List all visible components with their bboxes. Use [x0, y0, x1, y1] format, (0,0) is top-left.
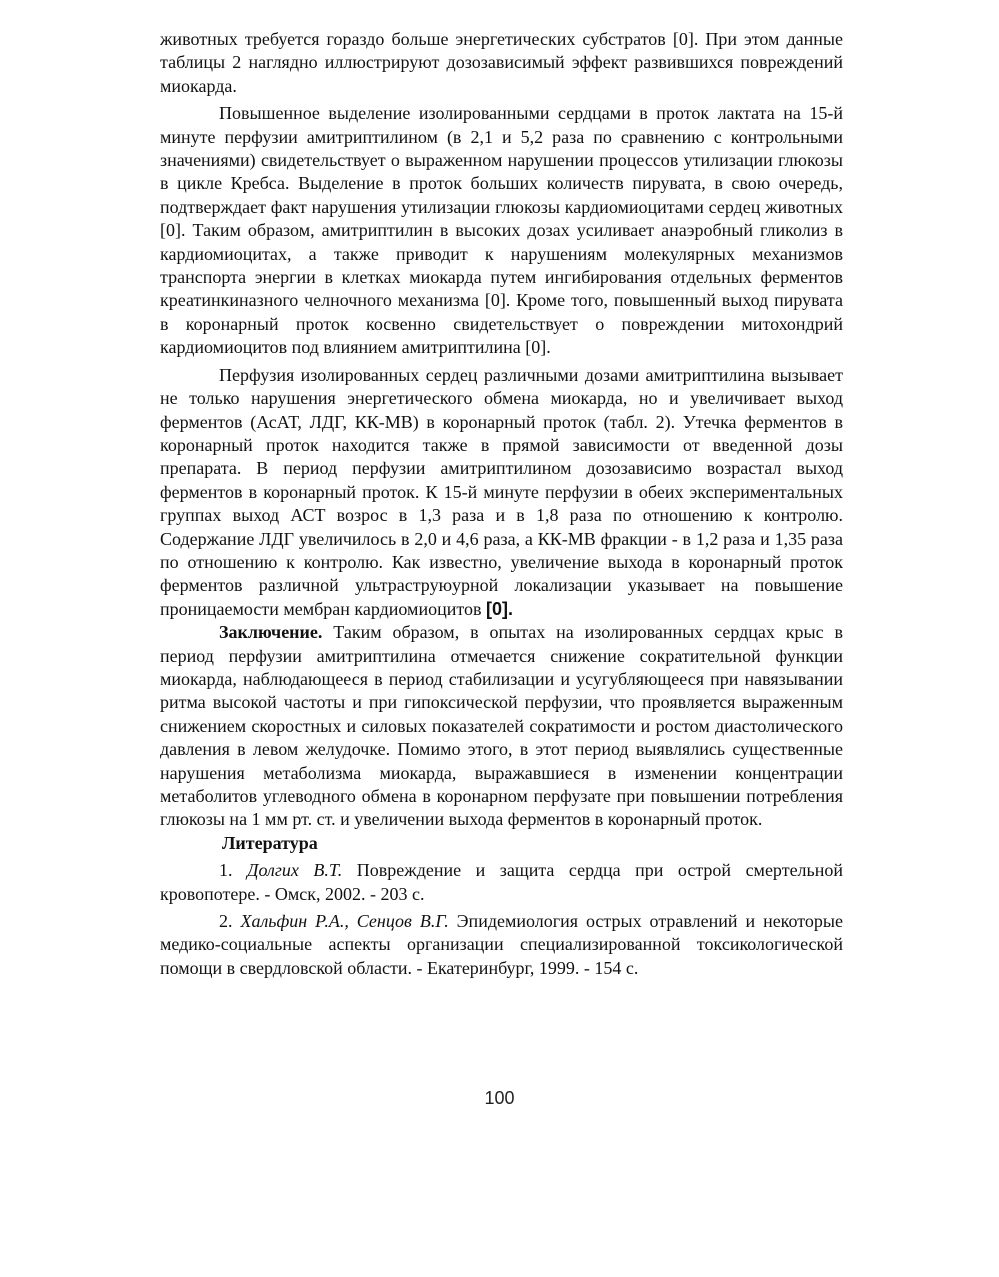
reference-text: Повреждение и защита сердца при острой смертельной кровопотере. - Омск, 2002. - 203 с.: [160, 860, 844, 904]
page-number: 100: [484, 1088, 515, 1108]
paragraph-3-text: Перфузия изолированных сердец различными дозами амитриптилина вызывает не только нарушения энергетического обмена миокарда, но и увеличивает выход ферментов (АсАТ, ЛДГ, КК-МВ) в коронарный проток (табл. 2). Утечка ферментов в коронарный проток находится также в прямой зависимости от введенной дозы препарата. В период перфузии амитриптилином дозозависимо возрастал выход ферментов в коронарный проток. К 15-й минуте перфузии в обеих экспериментальных группах выход АСТ возрос в 1,3 раза и в 1,8 раза по отношению к контролю. Содержание ЛДГ увеличилось в 2,0 и 4,6 раза, а КК-МВ фракции - в 1,2 раза и 1,35 раза по отношению к контролю. Как известно, увеличение выхода в коронарный проток ферментов различной ультраструюурной локализации указывает на повышение проницаемости мембран кардиомиоцитов: [160, 364, 843, 619]
conclusion-label: Заключение.: [219, 622, 323, 643]
reference-text: Эпидемиология острых отравлений и некоторые медико-социальные аспекты организации специализированной токсикологической помощи в свердловской области. - Екатеринбург, 1999. - 154 с.: [160, 911, 843, 978]
reference-authors: Хальфин Р.А., Сенцов В.Г.: [240, 911, 449, 932]
reference-item: [160, 859, 843, 906]
conclusion-paragraph: [160, 621, 843, 832]
paragraph-2: Повышенное выделение изолированными сердцами в проток лактата на 15-й минуте перфузии амитриптилином (в 2,1 и 5,2 раза по сравнению с контрольными значениями) свидетельствует о выраженном нарушении процессов утилизации глюкозы в цикле Кребса. Выделение в проток больших количеств пирувата, в свою очередь, подтверждает факт нарушения утилизации глюкозы кардиомиоцитами сердец животных [0]. Таким образом, амитриптилин в высоких дозах усиливает анаэробный гликолиз в кардиомиоцитах, а также приводит к нарушениям молекулярных механизмов транспорта энергии в клетках миокарда путем ингибирования отдельных ферментов креатинкиназного челночного механизма [0]. Кроме того, повышенный выход пирувата в коронарный проток косвенно свидетельствует о повреждении митохондрий кардиомиоцитов под влиянием амитриптилина [0].: [160, 103, 843, 358]
paragraph-1: животных требуется гораздо больше энергетических субстратов [0]. При этом данные таблицы 2 наглядно иллюстрируют дозозависимый эффект развившихся повреждений миокарда.: [160, 29, 843, 96]
reference-number: 1.: [219, 860, 233, 881]
conclusion-text: Таким образом, в опытах на изолированных сердцах крыс в период перфузии амитриптилина отмечается снижение сократительной функции миокарда, наблюдающееся в период стабилизации и усугубляющееся при навязывании ритма высокой частоты и при гипоксической перфузии, что проявляется выраженным снижением скоростных и силовых показателей сократимости и ростом диастолического давления в левом желудочке. Помимо этого, в этот период выявлялись существенные нарушения метаболизма миокарда, выражавшиеся в изменении концентрации метаболитов углеводного обмена в коронарном перфузате при повышении потребления глюкозы на 1 мм рт. ст. и увеличении выхода ферментов в коронарный проток.: [160, 622, 843, 830]
reference-item: [160, 910, 843, 980]
reference-number: 2.: [219, 911, 233, 932]
paragraph-3: [160, 364, 843, 621]
reference-authors: Долгих В.Т.: [247, 860, 343, 881]
paragraph-3-reference: [0].: [485, 598, 513, 619]
references-heading: Литература: [222, 832, 318, 853]
document-page: [160, 28, 843, 980]
